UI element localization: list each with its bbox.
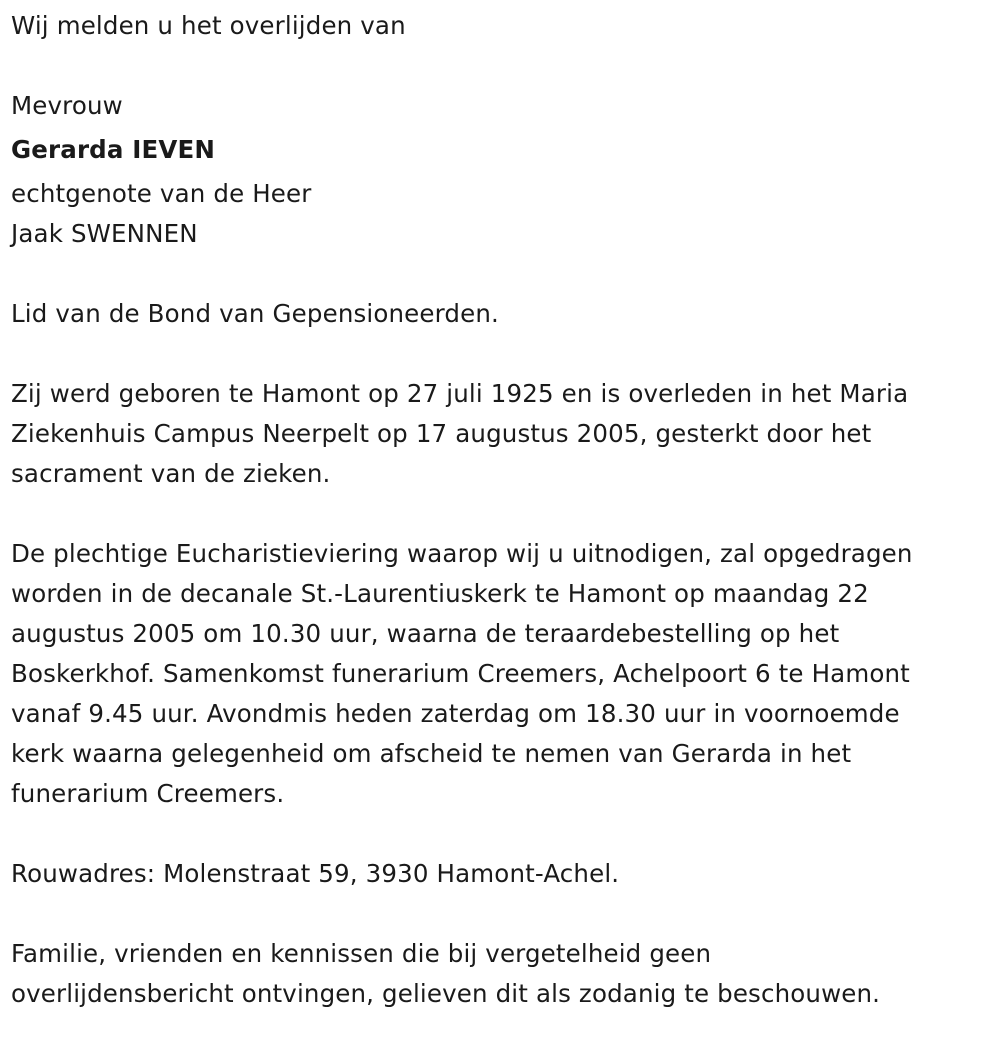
spouse-name: Jaak SWENNEN xyxy=(11,219,198,248)
paragraph-line: De plechtige Eucharistieviering waarop wij u uitnodigen, zal opgedragen xyxy=(11,539,913,568)
spacer xyxy=(11,894,996,934)
paragraph-line: kerk waarna gelegenheid om afscheid te nemen van Gerarda in het xyxy=(11,739,852,768)
spacer xyxy=(11,334,996,374)
ceremony-paragraph xyxy=(11,534,996,814)
death-notice xyxy=(11,6,996,1014)
paragraph-line: Familie, vrienden en kennissen die bij vergetelheid geen xyxy=(11,939,712,968)
closing-paragraph xyxy=(11,934,996,1014)
spacer xyxy=(11,494,996,534)
paragraph-line: overlijdensbericht ontvingen, gelieven dit als zodanig te beschouwen. xyxy=(11,979,881,1008)
spacer xyxy=(11,254,996,294)
paragraph-line: sacrament van de zieken. xyxy=(11,459,331,488)
paragraph-line: augustus 2005 om 10.30 uur, waarna de teraardebestelling op het xyxy=(11,619,840,648)
intro-text: Wij melden u het overlijden van xyxy=(11,11,406,40)
paragraph-line: vanaf 9.45 uur. Avondmis heden zaterdag om 18.30 uur in voornoemde xyxy=(11,699,900,728)
spacer xyxy=(11,814,996,854)
spacer xyxy=(11,46,996,86)
paragraph-line: funerarium Creemers. xyxy=(11,779,285,808)
membership-text: Lid van de Bond van Gepensioneerden. xyxy=(11,299,499,328)
paragraph-line: Zij werd geboren te Hamont op 27 juli 1925 en is overleden in het Maria xyxy=(11,379,909,408)
paragraph-line: Ziekenhuis Campus Neerpelt op 17 augustus 2005, gesterkt door het xyxy=(11,419,872,448)
deceased-name: Gerarda IEVEN xyxy=(11,135,216,164)
mourning-address: Rouwadres: Molenstraat 59, 3930 Hamont-Achel. xyxy=(11,859,620,888)
spouse-relation: echtgenote van de Heer xyxy=(11,179,312,208)
honorific: Mevrouw xyxy=(11,91,123,120)
paragraph-line: worden in de decanale St.-Laurentiuskerk te Hamont op maandag 22 xyxy=(11,579,869,608)
paragraph-line: Boskerkhof. Samenkomst funerarium Creemers, Achelpoort 6 te Hamont xyxy=(11,659,910,688)
birth-death-paragraph xyxy=(11,374,996,494)
